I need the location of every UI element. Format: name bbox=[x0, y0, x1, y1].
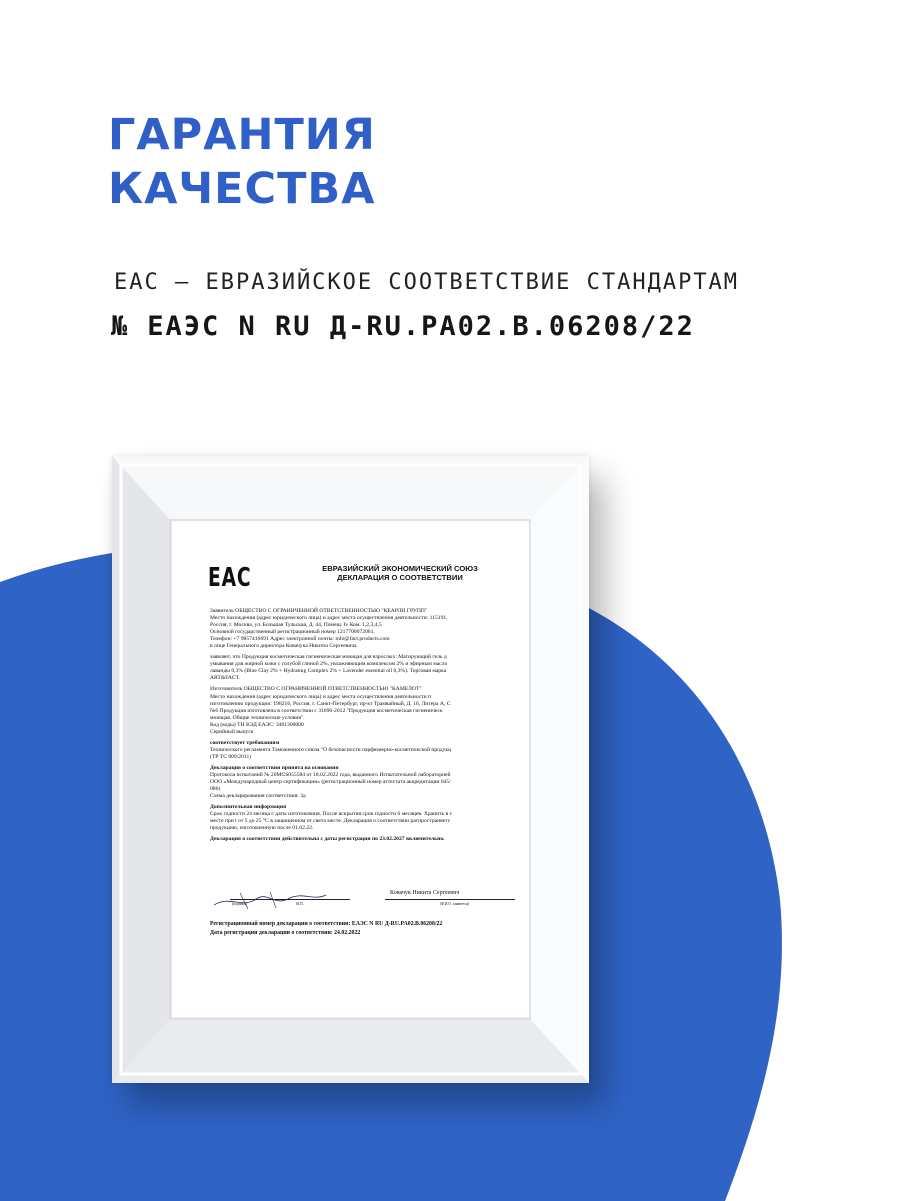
certificate-body-line: ООО «Международный центр сертификации» (регистрационный номер аттестата аккредитации 045/ bbox=[210, 779, 451, 786]
certificate-body-line: Серийный выпуск bbox=[210, 728, 254, 735]
registration-number-value: ЕАЭС N RU Д-RU.PA02.B.06208/22 bbox=[147, 311, 695, 342]
eac-subtitle: EAC – ЕВРАЗИЙСКОЕ СООТВЕТСТВИЕ СТАНДАРТАМ bbox=[114, 270, 740, 295]
certificate-body-line: Декларация о соответствии принята на основании bbox=[210, 764, 339, 771]
certificate-body-line: Протокола испытаний № 20MCS055584 от 18.02.2022 года, выданного Испытательной лабораторией bbox=[210, 771, 451, 778]
certificate-body-line: Схема декларирования соответствия: 3д bbox=[210, 793, 306, 800]
certificate-footer bbox=[210, 920, 442, 938]
certificate-body-line: Основной государственный регистрационный номер 1217700072061. bbox=[210, 629, 375, 636]
certificate-reg-line: Регистрационный номер декларации о соответствии: ЕАЭС N RU Д-RU.PA02.B.06208/22 bbox=[210, 921, 443, 927]
certificate-body-line: ART&FACT. bbox=[210, 675, 241, 682]
stamp-caption: М.П. bbox=[296, 902, 304, 906]
certificate-body-line: Код (коды) ТН ВЭД ЕАЭС: 3401300000 bbox=[210, 721, 304, 728]
headline-line-2: КАЧЕСТВА bbox=[108, 164, 376, 214]
certificate-body-line: заявляет, что Продукция косметическая гигиеническая моющая для взрослых: Матирующий гель д bbox=[210, 654, 447, 661]
certificate-body-line: Телефон: +7 9857416691 Адрес электронной почты: info@fact.products.com bbox=[210, 636, 390, 643]
certificate-header-line-1: ЕВРАЗИЙСКИЙ ЭКОНОМИЧЕСКИЙ СОЮЗ bbox=[322, 564, 478, 573]
certificate-body-line: Изготовитель ОБЩЕСТВО С ОГРАНИЧЕННОЙ ОТВЕТСТВЕННОСТЬЮ "КАМЕЛОТ" bbox=[210, 686, 422, 693]
signature-caption: (подпись) bbox=[232, 902, 247, 906]
certificate-body-line: лаванды 0,3% (Blue Clay 2% + Hydrating Complex 2% + Lavender essential oil 0,3%). Торговая марка bbox=[210, 668, 447, 675]
headline-line-1: ГАРАНТИЯ bbox=[108, 110, 376, 160]
certificate-body-line: №6 Продукция изготовлена в соответствии с 31696-2012 "Продукция косметическая гигиеническ bbox=[210, 707, 443, 714]
certificate-body-line: Дополнительная информация bbox=[210, 804, 287, 811]
certificate-date-line: Дата регистрации декларации о соответствии: 24.02.2022 bbox=[210, 930, 361, 936]
certificate-header bbox=[300, 564, 500, 582]
signer-line bbox=[385, 899, 515, 900]
certificate-body-line: соответствует требованиям bbox=[210, 739, 280, 746]
signature-block bbox=[210, 889, 510, 909]
certificate-header-line-2: ДЕКЛАРАЦИЯ О СООТВЕТСТВИИ bbox=[337, 573, 463, 582]
certificate-body-line: (ТР ТС 009/2011) bbox=[210, 753, 252, 760]
headline bbox=[108, 108, 376, 216]
certificate-body-line: Место нахождения (адрес юридического лица) и адрес места осуществления деятельности п bbox=[210, 693, 432, 700]
certificate-body-line: продукцию, изготовленную после 01.02.22. bbox=[210, 825, 314, 832]
picture-frame bbox=[112, 456, 589, 1083]
certificate-body-line: Технического регламента Таможенного союза "О безопасности парфюмерно-косметической продукц bbox=[210, 746, 452, 753]
certificate-body-line: моющая. Общие технические условия". bbox=[210, 714, 305, 721]
certificate-document bbox=[172, 522, 528, 1017]
signature-line bbox=[230, 899, 350, 900]
certificate-body-line: изготовлению продукции: 198216, Россия, г. Санкт-Петербург, пр-кт Трамвайный, Д. 16, Литера А, С bbox=[210, 700, 451, 707]
certificate-body-line: Место нахождения (адрес юридического лица) и адрес места осуществления деятельности: 115191, bbox=[210, 615, 448, 622]
eac-logo: EAC bbox=[208, 563, 252, 593]
certificate-body-line: Срок годности 24 месяца с даты изготовления. После вскрытия срок годности 6 месяцев. Хранить в с bbox=[210, 811, 453, 818]
certificate-body-line: умывания для жирной кожи с голубой глиной 2%, увлажняющим комплексом 2% и эфирным масло bbox=[210, 661, 448, 668]
name-caption: (Ф.И.О. заявителя) bbox=[440, 902, 469, 906]
number-sign: № bbox=[111, 311, 130, 342]
certificate-body-line: месте при t от 5 до 25 °С в защищенном от света месте. Декларация о соответствии распространяетс bbox=[210, 818, 451, 825]
certificate-body-line: Заявитель ОБЩЕСТВО С ОГРАНИЧЕННОЙ ОТВЕТСТВЕННОСТЬЮ "КЕАРЛИ ГРУПП" bbox=[210, 608, 428, 614]
certificate-body bbox=[210, 608, 528, 843]
handwritten-signature-icon bbox=[210, 889, 330, 911]
certificate-body-line: в лице Генерального директора Ковачука Никиты Сергеевича bbox=[210, 643, 357, 650]
registration-number bbox=[111, 311, 695, 342]
certificate-body-line: 086) bbox=[210, 786, 221, 793]
signer-name: Ковачук Никита Сергеевич bbox=[390, 890, 460, 896]
certificate-body-line: Россия, г. Москва, ул. Большая Тульская, Д. 44, Помещ. Iv Ком. 1,2,3,4,5 bbox=[210, 622, 382, 629]
certificate-body-line: Декларация о соответствии действительна с даты регистрации по 23.02.2027 включительно. bbox=[210, 836, 445, 843]
